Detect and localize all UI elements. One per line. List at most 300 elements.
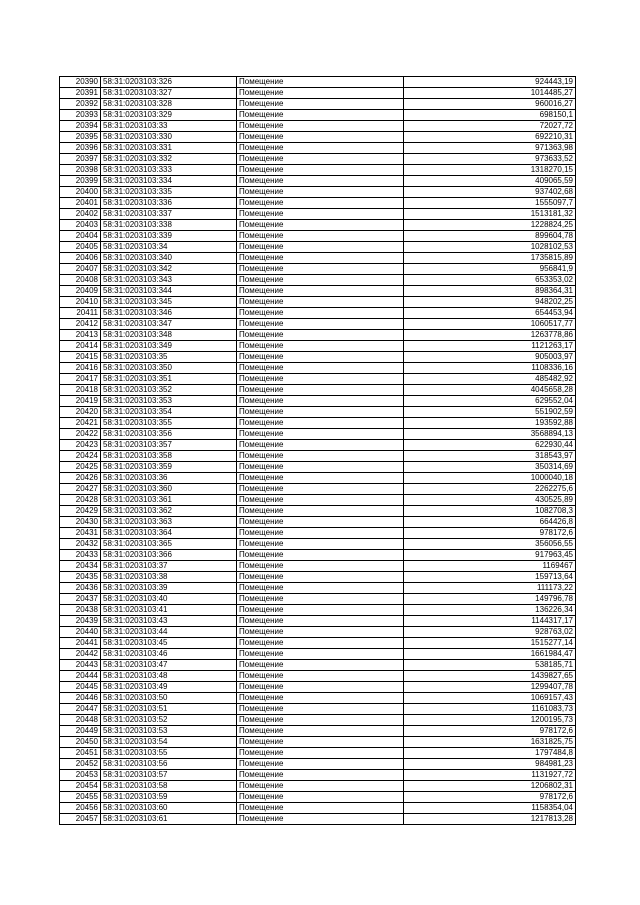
cadastral-number-cell: 58:31:0203103:329 [101, 110, 237, 121]
row-number-cell: 20449 [60, 726, 101, 737]
row-number-cell: 20428 [60, 495, 101, 506]
cadastral-number-cell: 58:31:0203103:342 [101, 264, 237, 275]
cadastral-value-cell: 409065,59 [404, 176, 576, 187]
table-row [60, 220, 576, 231]
cadastral-number-cell: 58:31:0203103:362 [101, 506, 237, 517]
object-type-cell: Помещение [237, 506, 404, 517]
object-type-cell: Помещение [237, 814, 404, 825]
cadastral-value-cell: 318543,97 [404, 451, 576, 462]
table-row [60, 737, 576, 748]
row-number-cell: 20444 [60, 671, 101, 682]
row-number-cell: 20429 [60, 506, 101, 517]
object-type-cell: Помещение [237, 121, 404, 132]
row-number-cell: 20430 [60, 517, 101, 528]
object-type-cell: Помещение [237, 396, 404, 407]
table-row [60, 726, 576, 737]
object-type-cell: Помещение [237, 143, 404, 154]
object-type-cell: Помещение [237, 319, 404, 330]
cadastral-value-cell: 551902,59 [404, 407, 576, 418]
table-row [60, 374, 576, 385]
cadastral-value-cell: 1069157,43 [404, 693, 576, 704]
cadastral-number-cell: 58:31:0203103:46 [101, 649, 237, 660]
object-type-cell: Помещение [237, 374, 404, 385]
table-row [60, 770, 576, 781]
row-number-cell: 20403 [60, 220, 101, 231]
cadastral-value-cell: 1200195,73 [404, 715, 576, 726]
object-type-cell: Помещение [237, 561, 404, 572]
cadastral-value-cell: 917963,45 [404, 550, 576, 561]
object-type-cell: Помещение [237, 726, 404, 737]
table-row [60, 627, 576, 638]
table-row [60, 396, 576, 407]
object-type-cell: Помещение [237, 627, 404, 638]
object-type-cell: Помещение [237, 341, 404, 352]
row-number-cell: 20426 [60, 473, 101, 484]
cadastral-number-cell: 58:31:0203103:58 [101, 781, 237, 792]
row-number-cell: 20405 [60, 242, 101, 253]
cadastral-number-cell: 58:31:0203103:359 [101, 462, 237, 473]
cadastral-number-cell: 58:31:0203103:365 [101, 539, 237, 550]
table-row [60, 550, 576, 561]
cadastral-value-cell: 1161083,73 [404, 704, 576, 715]
cadastral-value-cell: 1631825,75 [404, 737, 576, 748]
row-number-cell: 20456 [60, 803, 101, 814]
cadastral-number-cell: 58:31:0203103:53 [101, 726, 237, 737]
cadastral-value-cell: 1513181,32 [404, 209, 576, 220]
table-row [60, 275, 576, 286]
row-number-cell: 20397 [60, 154, 101, 165]
object-type-cell: Помещение [237, 550, 404, 561]
object-type-cell: Помещение [237, 671, 404, 682]
object-type-cell: Помещение [237, 418, 404, 429]
object-type-cell: Помещение [237, 209, 404, 220]
row-number-cell: 20441 [60, 638, 101, 649]
object-type-cell: Помещение [237, 473, 404, 484]
object-type-cell: Помещение [237, 715, 404, 726]
object-type-cell: Помещение [237, 165, 404, 176]
row-number-cell: 20438 [60, 605, 101, 616]
table-row [60, 77, 576, 88]
object-type-cell: Помещение [237, 572, 404, 583]
cadastral-value-cell: 899604,78 [404, 231, 576, 242]
cadastral-number-cell: 58:31:0203103:44 [101, 627, 237, 638]
cadastral-number-cell: 58:31:0203103:348 [101, 330, 237, 341]
cadastral-value-cell: 1000040,18 [404, 473, 576, 484]
cadastral-number-cell: 58:31:0203103:354 [101, 407, 237, 418]
object-type-cell: Помещение [237, 308, 404, 319]
cadastral-number-cell: 58:31:0203103:339 [101, 231, 237, 242]
row-number-cell: 20452 [60, 759, 101, 770]
cadastral-value-cell: 971363,98 [404, 143, 576, 154]
object-type-cell: Помещение [237, 363, 404, 374]
row-number-cell: 20407 [60, 264, 101, 275]
cadastral-number-cell: 58:31:0203103:355 [101, 418, 237, 429]
table-row [60, 308, 576, 319]
cadastral-number-cell: 58:31:0203103:61 [101, 814, 237, 825]
table-row [60, 649, 576, 660]
table-row [60, 231, 576, 242]
row-number-cell: 20396 [60, 143, 101, 154]
cadastral-value-cell: 1144317,17 [404, 616, 576, 627]
object-type-cell: Помещение [237, 176, 404, 187]
row-number-cell: 20445 [60, 682, 101, 693]
table-row [60, 88, 576, 99]
table-row [60, 407, 576, 418]
cadastral-value-cell: 898364,31 [404, 286, 576, 297]
cadastral-value-cell: 654453,94 [404, 308, 576, 319]
object-type-cell: Помещение [237, 594, 404, 605]
row-number-cell: 20431 [60, 528, 101, 539]
table-row [60, 506, 576, 517]
cadastral-number-cell: 58:31:0203103:37 [101, 561, 237, 572]
cadastral-value-cell: 1028102,53 [404, 242, 576, 253]
cadastral-value-cell: 629552,04 [404, 396, 576, 407]
cadastral-number-cell: 58:31:0203103:366 [101, 550, 237, 561]
object-type-cell: Помещение [237, 528, 404, 539]
row-number-cell: 20416 [60, 363, 101, 374]
row-number-cell: 20451 [60, 748, 101, 759]
table-row [60, 638, 576, 649]
cadastral-number-cell: 58:31:0203103:326 [101, 77, 237, 88]
object-type-cell: Помещение [237, 286, 404, 297]
cadastral-number-cell: 58:31:0203103:347 [101, 319, 237, 330]
row-number-cell: 20453 [60, 770, 101, 781]
table-row [60, 176, 576, 187]
row-number-cell: 20427 [60, 484, 101, 495]
table-row [60, 462, 576, 473]
cadastral-value-cell: 905003,97 [404, 352, 576, 363]
cadastral-value-cell: 948202,25 [404, 297, 576, 308]
cadastral-number-cell: 58:31:0203103:331 [101, 143, 237, 154]
cadastral-value-cell: 1797484,8 [404, 748, 576, 759]
cadastral-number-cell: 58:31:0203103:357 [101, 440, 237, 451]
table-row [60, 363, 576, 374]
cadastral-value-cell: 350314,69 [404, 462, 576, 473]
row-number-cell: 20394 [60, 121, 101, 132]
cadastral-number-cell: 58:31:0203103:364 [101, 528, 237, 539]
table-row [60, 539, 576, 550]
table-row [60, 660, 576, 671]
row-number-cell: 20418 [60, 385, 101, 396]
table-row [60, 594, 576, 605]
row-number-cell: 20415 [60, 352, 101, 363]
row-number-cell: 20423 [60, 440, 101, 451]
cadastral-value-cell: 149796,78 [404, 594, 576, 605]
object-type-cell: Помещение [237, 330, 404, 341]
object-type-cell: Помещение [237, 693, 404, 704]
row-number-cell: 20439 [60, 616, 101, 627]
table-row [60, 495, 576, 506]
row-number-cell: 20450 [60, 737, 101, 748]
cadastral-number-cell: 58:31:0203103:358 [101, 451, 237, 462]
row-number-cell: 20421 [60, 418, 101, 429]
cadastral-number-cell: 58:31:0203103:356 [101, 429, 237, 440]
cadastral-value-cell: 430525,89 [404, 495, 576, 506]
cadastral-number-cell: 58:31:0203103:333 [101, 165, 237, 176]
cadastral-value-table [59, 76, 576, 825]
object-type-cell: Помещение [237, 264, 404, 275]
table-row [60, 154, 576, 165]
object-type-cell: Помещение [237, 88, 404, 99]
object-type-cell: Помещение [237, 187, 404, 198]
cadastral-value-cell: 111173,22 [404, 583, 576, 594]
table-row [60, 748, 576, 759]
row-number-cell: 20455 [60, 792, 101, 803]
cadastral-value-cell: 924443,19 [404, 77, 576, 88]
object-type-cell: Помещение [237, 792, 404, 803]
cadastral-number-cell: 58:31:0203103:48 [101, 671, 237, 682]
object-type-cell: Помещение [237, 429, 404, 440]
table-row [60, 198, 576, 209]
cadastral-value-cell: 1318270,15 [404, 165, 576, 176]
cadastral-value-cell: 1735815,89 [404, 253, 576, 264]
row-number-cell: 20420 [60, 407, 101, 418]
object-type-cell: Помещение [237, 748, 404, 759]
row-number-cell: 20393 [60, 110, 101, 121]
row-number-cell: 20398 [60, 165, 101, 176]
table-row [60, 803, 576, 814]
table-row [60, 187, 576, 198]
cadastral-number-cell: 58:31:0203103:49 [101, 682, 237, 693]
row-number-cell: 20433 [60, 550, 101, 561]
table-row [60, 341, 576, 352]
table-row [60, 264, 576, 275]
cadastral-number-cell: 58:31:0203103:330 [101, 132, 237, 143]
object-type-cell: Помещение [237, 484, 404, 495]
table-row [60, 165, 576, 176]
object-type-cell: Помещение [237, 649, 404, 660]
cadastral-number-cell: 58:31:0203103:40 [101, 594, 237, 605]
cadastral-number-cell: 58:31:0203103:351 [101, 374, 237, 385]
row-number-cell: 20391 [60, 88, 101, 99]
cadastral-value-cell: 978172,6 [404, 726, 576, 737]
row-number-cell: 20454 [60, 781, 101, 792]
cadastral-value-cell: 356056,55 [404, 539, 576, 550]
cadastral-value-cell: 1228824,25 [404, 220, 576, 231]
cadastral-number-cell: 58:31:0203103:43 [101, 616, 237, 627]
object-type-cell: Помещение [237, 110, 404, 121]
cadastral-value-cell: 1131927,72 [404, 770, 576, 781]
cadastral-value-cell: 1555097,7 [404, 198, 576, 209]
row-number-cell: 20392 [60, 99, 101, 110]
table-row [60, 297, 576, 308]
cadastral-number-cell: 58:31:0203103:39 [101, 583, 237, 594]
row-number-cell: 20399 [60, 176, 101, 187]
table-row [60, 99, 576, 110]
table-row [60, 781, 576, 792]
object-type-cell: Помещение [237, 242, 404, 253]
table-row [60, 572, 576, 583]
cadastral-number-cell: 58:31:0203103:33 [101, 121, 237, 132]
table-row [60, 352, 576, 363]
table-row [60, 110, 576, 121]
cadastral-number-cell: 58:31:0203103:336 [101, 198, 237, 209]
cadastral-number-cell: 58:31:0203103:54 [101, 737, 237, 748]
cadastral-value-cell: 1060517,77 [404, 319, 576, 330]
table-row [60, 440, 576, 451]
cadastral-number-cell: 58:31:0203103:57 [101, 770, 237, 781]
object-type-cell: Помещение [237, 220, 404, 231]
table-row [60, 671, 576, 682]
object-type-cell: Помещение [237, 539, 404, 550]
row-number-cell: 20442 [60, 649, 101, 660]
cadastral-number-cell: 58:31:0203103:332 [101, 154, 237, 165]
row-number-cell: 20436 [60, 583, 101, 594]
row-number-cell: 20422 [60, 429, 101, 440]
cadastral-value-cell: 1158354,04 [404, 803, 576, 814]
cadastral-value-cell: 973633,52 [404, 154, 576, 165]
row-number-cell: 20413 [60, 330, 101, 341]
row-number-cell: 20402 [60, 209, 101, 220]
table-row [60, 715, 576, 726]
cadastral-number-cell: 58:31:0203103:361 [101, 495, 237, 506]
object-type-cell: Помещение [237, 385, 404, 396]
table-row [60, 561, 576, 572]
cadastral-value-cell: 978172,6 [404, 528, 576, 539]
object-type-cell: Помещение [237, 770, 404, 781]
object-type-cell: Помещение [237, 517, 404, 528]
table-row [60, 759, 576, 770]
object-type-cell: Помещение [237, 583, 404, 594]
cadastral-value-cell: 1108336,16 [404, 363, 576, 374]
row-number-cell: 20446 [60, 693, 101, 704]
cadastral-number-cell: 58:31:0203103:45 [101, 638, 237, 649]
cadastral-value-cell: 72027,72 [404, 121, 576, 132]
object-type-cell: Помещение [237, 682, 404, 693]
cadastral-number-cell: 58:31:0203103:344 [101, 286, 237, 297]
row-number-cell: 20406 [60, 253, 101, 264]
cadastral-number-cell: 58:31:0203103:353 [101, 396, 237, 407]
object-type-cell: Помещение [237, 352, 404, 363]
cadastral-value-cell: 937402,68 [404, 187, 576, 198]
row-number-cell: 20419 [60, 396, 101, 407]
object-type-cell: Помещение [237, 407, 404, 418]
object-type-cell: Помещение [237, 154, 404, 165]
table-row [60, 814, 576, 825]
object-type-cell: Помещение [237, 495, 404, 506]
cadastral-value-cell: 956841,9 [404, 264, 576, 275]
cadastral-value-cell: 1217813,28 [404, 814, 576, 825]
cadastral-number-cell: 58:31:0203103:36 [101, 473, 237, 484]
table-row [60, 209, 576, 220]
object-type-cell: Помещение [237, 77, 404, 88]
object-type-cell: Помещение [237, 759, 404, 770]
cadastral-value-cell: 193592,88 [404, 418, 576, 429]
cadastral-value-cell: 622930,44 [404, 440, 576, 451]
cadastral-number-cell: 58:31:0203103:50 [101, 693, 237, 704]
cadastral-value-cell: 1439827,65 [404, 671, 576, 682]
cadastral-number-cell: 58:31:0203103:59 [101, 792, 237, 803]
cadastral-number-cell: 58:31:0203103:47 [101, 660, 237, 671]
object-type-cell: Помещение [237, 99, 404, 110]
table-row [60, 616, 576, 627]
row-number-cell: 20390 [60, 77, 101, 88]
table-row [60, 121, 576, 132]
cadastral-number-cell: 58:31:0203103:345 [101, 297, 237, 308]
row-number-cell: 20411 [60, 308, 101, 319]
object-type-cell: Помещение [237, 462, 404, 473]
row-number-cell: 20395 [60, 132, 101, 143]
table-row [60, 473, 576, 484]
row-number-cell: 20425 [60, 462, 101, 473]
cadastral-value-cell: 1014485,27 [404, 88, 576, 99]
table-row [60, 385, 576, 396]
table-row [60, 583, 576, 594]
cadastral-value-cell: 1082708,3 [404, 506, 576, 517]
object-type-cell: Помещение [237, 781, 404, 792]
cadastral-number-cell: 58:31:0203103:35 [101, 352, 237, 363]
cadastral-number-cell: 58:31:0203103:363 [101, 517, 237, 528]
cadastral-number-cell: 58:31:0203103:327 [101, 88, 237, 99]
row-number-cell: 20435 [60, 572, 101, 583]
object-type-cell: Помещение [237, 638, 404, 649]
row-number-cell: 20434 [60, 561, 101, 572]
row-number-cell: 20447 [60, 704, 101, 715]
cadastral-number-cell: 58:31:0203103:34 [101, 242, 237, 253]
object-type-cell: Помещение [237, 704, 404, 715]
object-type-cell: Помещение [237, 297, 404, 308]
table-row [60, 682, 576, 693]
cadastral-value-cell: 664426,8 [404, 517, 576, 528]
row-number-cell: 20412 [60, 319, 101, 330]
cadastral-number-cell: 58:31:0203103:55 [101, 748, 237, 759]
row-number-cell: 20443 [60, 660, 101, 671]
table-row [60, 253, 576, 264]
cadastral-number-cell: 58:31:0203103:51 [101, 704, 237, 715]
object-type-cell: Помещение [237, 737, 404, 748]
table-row [60, 132, 576, 143]
table-row [60, 517, 576, 528]
table-row [60, 484, 576, 495]
cadastral-value-cell: 1661984,47 [404, 649, 576, 660]
row-number-cell: 20409 [60, 286, 101, 297]
row-number-cell: 20400 [60, 187, 101, 198]
cadastral-number-cell: 58:31:0203103:52 [101, 715, 237, 726]
row-number-cell: 20440 [60, 627, 101, 638]
cadastral-value-cell: 984981,23 [404, 759, 576, 770]
cadastral-value-cell: 4045658,28 [404, 385, 576, 396]
table-row [60, 792, 576, 803]
cadastral-value-cell: 960016,27 [404, 99, 576, 110]
cadastral-number-cell: 58:31:0203103:328 [101, 99, 237, 110]
cadastral-number-cell: 58:31:0203103:60 [101, 803, 237, 814]
object-type-cell: Помещение [237, 132, 404, 143]
cadastral-value-cell: 928763,02 [404, 627, 576, 638]
cadastral-value-cell: 1299407,78 [404, 682, 576, 693]
cadastral-value-cell: 978172,6 [404, 792, 576, 803]
row-number-cell: 20401 [60, 198, 101, 209]
object-type-cell: Помещение [237, 275, 404, 286]
object-type-cell: Помещение [237, 231, 404, 242]
cadastral-value-cell: 1515277,14 [404, 638, 576, 649]
table-row [60, 330, 576, 341]
cadastral-value-cell: 1121263,17 [404, 341, 576, 352]
object-type-cell: Помещение [237, 198, 404, 209]
cadastral-number-cell: 58:31:0203103:338 [101, 220, 237, 231]
row-number-cell: 20417 [60, 374, 101, 385]
cadastral-value-cell: 3568894,13 [404, 429, 576, 440]
cadastral-number-cell: 58:31:0203103:352 [101, 385, 237, 396]
cadastral-number-cell: 58:31:0203103:335 [101, 187, 237, 198]
object-type-cell: Помещение [237, 616, 404, 627]
cadastral-value-cell: 159713,64 [404, 572, 576, 583]
cadastral-number-cell: 58:31:0203103:337 [101, 209, 237, 220]
cadastral-number-cell: 58:31:0203103:343 [101, 275, 237, 286]
row-number-cell: 20424 [60, 451, 101, 462]
cadastral-value-cell: 653353,02 [404, 275, 576, 286]
cadastral-number-cell: 58:31:0203103:41 [101, 605, 237, 616]
object-type-cell: Помещение [237, 451, 404, 462]
